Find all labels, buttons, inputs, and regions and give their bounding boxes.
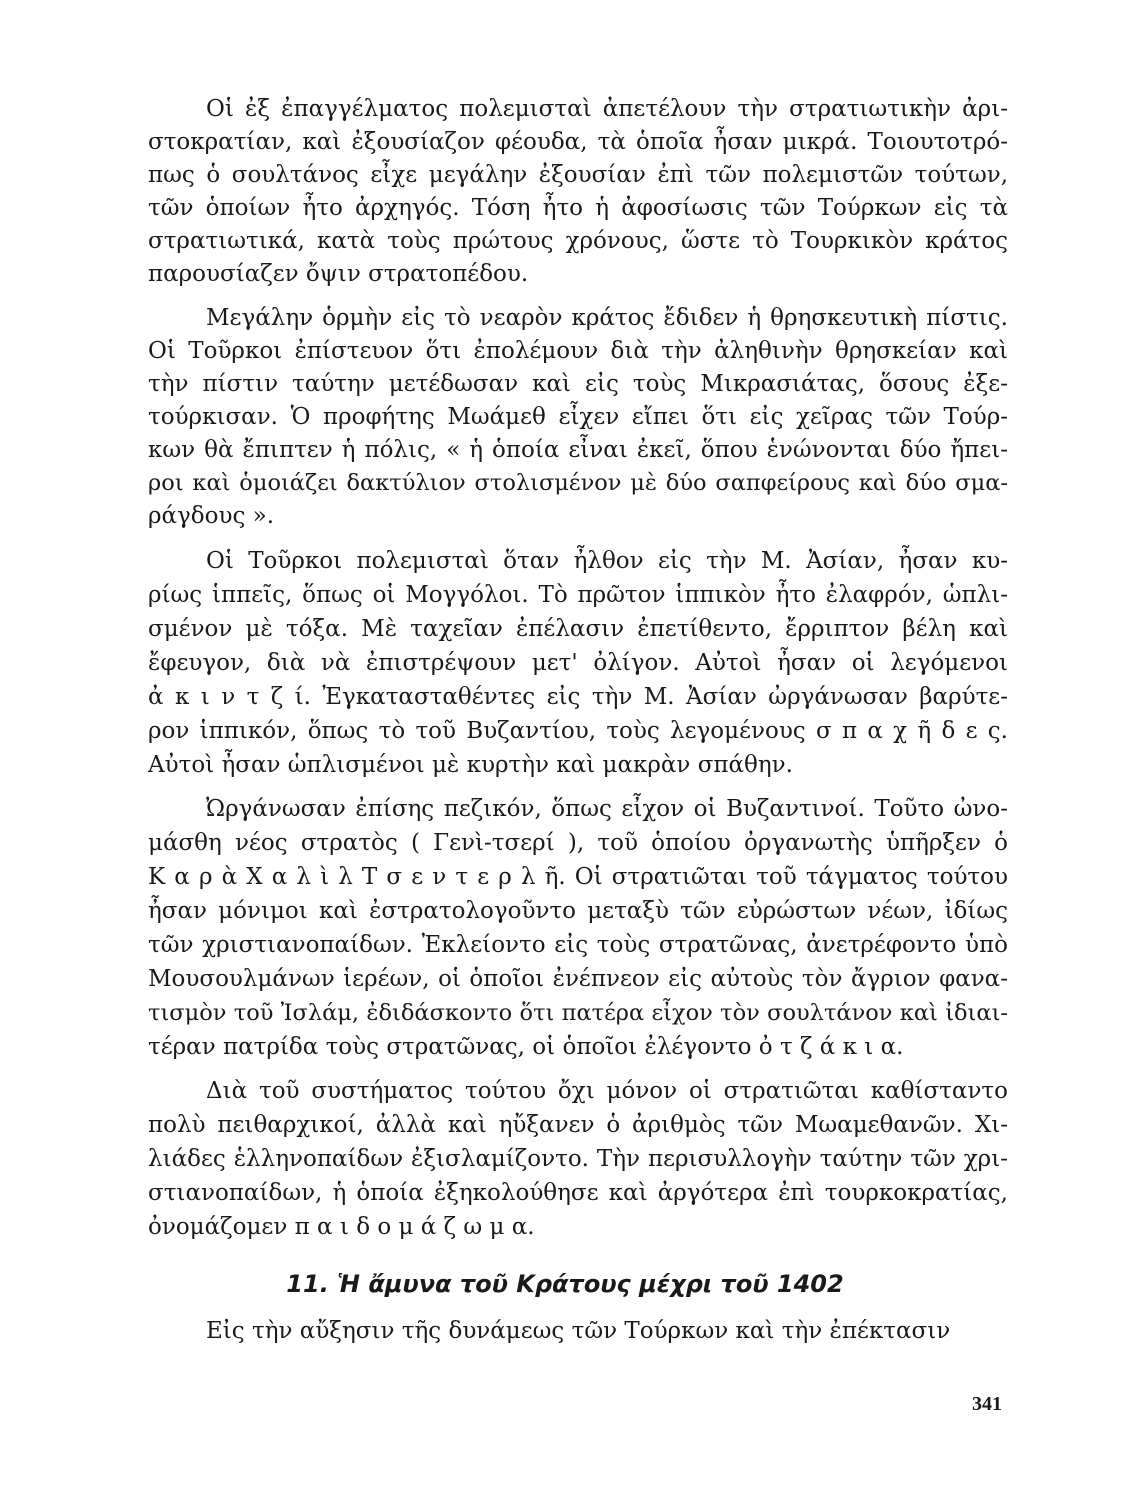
text-line: ὀνομάζομεν π α ι δ ο μ ά ζ ω μ α. xyxy=(148,1214,535,1240)
text-line: παρουσίαζεν ὄψιν στρατοπέδου. xyxy=(148,261,529,287)
text-line: τέραν πατρίδα τοὺς στρατῶνας, οἱ ὁποῖοι ἐλέγοντο ὀ τ ζ ά κ ι α. xyxy=(148,1034,904,1060)
text-line: ἔφευγον, διὰ νὰ ἐπιστρέψουν μετ' ὀλίγον. Αὐτοὶ ἦσαν οἱ λεγόμενοι xyxy=(148,650,1008,676)
text-line: μάσθη νέος στρατὸς ( Γενὶ-τσερί ), τοῦ ὁποίου ὀργανωτὴς ὑπῆρξεν ὁ xyxy=(148,830,1008,856)
text-line: λιάδες ἑλληνοπαίδων ἐξισλαμίζοντο. Τὴν περισυλλογὴν ταύτην τῶν χρι- xyxy=(148,1146,1008,1172)
text-line: Μουσουλμάνων ἱερέων, οἱ ὁποῖοι ἐνέπνεον εἰς αὐτοὺς τὸν ἄγριον φανα- xyxy=(148,966,1008,992)
text-line: κων θὰ ἔπιπτεν ἡ πόλις, « ἡ ὁποία εἶναι ἐκεῖ, ὅπου ἑνώνονται δύο ἤπει- xyxy=(148,437,1008,463)
text-line: Οἱ Τοῦρκοι ἐπίστευον ὅτι ἐπολέμουν διὰ τὴν ἀληθινὴν θρησκείαν καὶ xyxy=(148,338,1008,364)
text-line: Αὐτοὶ ἦσαν ὡπλισμένοι μὲ κυρτὴν καὶ μακρὰν σπάθην. xyxy=(148,752,793,778)
text-line: ράγδους ». xyxy=(148,503,275,529)
text-line: σμένον μὲ τόξα. Μὲ ταχεῖαν ἐπέλασιν ἐπετίθεντο, ἔρριπτον βέλη καὶ xyxy=(148,616,1008,642)
text-line: τὴν πίστιν ταύτην μετέδωσαν καὶ εἰς τοὺς Μικρασιάτας, ὅσους ἐξε- xyxy=(148,371,1008,397)
text-line: ἀ κ ι ν τ ζ ί. Ἐγκατασταθέντες εἰς τὴν Μ. Ἀσίαν ὠργάνωσαν βαρύτε- xyxy=(148,684,1008,710)
text-line: ρον ἱππικόν, ὅπως τὸ τοῦ Βυζαντίου, τοὺς λεγομένους σ π α χ ῆ δ ε ς. xyxy=(148,718,1008,744)
text-line: πως ὁ σουλτάνος εἶχε μεγάλην ἐξουσίαν ἐπὶ τῶν πολεμιστῶν τούτων, xyxy=(148,162,1008,188)
text-line: Εἰς τὴν αὔξησιν τῆς δυνάμεως τῶν Τούρκων καὶ τὴν ἐπέκτασιν xyxy=(206,1318,951,1344)
page-number: 341 xyxy=(972,1393,1002,1415)
text-line: ροι καὶ ὁμοιάζει δακτύλιον στολισμένον μὲ δύο σαπφείρους καὶ δύο σμα- xyxy=(148,470,1008,496)
text-line: τούρκισαν. Ὁ προφήτης Μωάμεθ εἶχεν εἴπει ὅτι εἰς χεῖρας τῶν Τούρ- xyxy=(148,404,1008,430)
text-line: στιανοπαίδων, ἡ ὁποία ἐξηκολούθησε καὶ ἀργότερα ἐπὶ τουρκοκρατίας, xyxy=(148,1180,1008,1206)
text-line: Κ α ρ ὰ Χ α λ ὶ λ Τ σ ε ν τ ε ρ λ ῆ. Οἱ στρατιῶται τοῦ τάγματος τούτου xyxy=(148,864,1008,890)
section-heading: 11. Ἡ ἄμυνα τοῦ Κράτους μέχρι τοῦ 1402 xyxy=(286,1270,844,1298)
text-line: τισμὸν τοῦ Ἰσλάμ, ἐδιδάσκοντο ὅτι πατέρα εἶχον τὸν σουλτάνον καὶ ἰδιαι- xyxy=(148,1000,1008,1026)
text-line: Οἱ Τοῦρκοι πολεμισταὶ ὅταν ἦλθον εἰς τὴν Μ. Ἀσίαν, ἦσαν κυ- xyxy=(206,548,1008,574)
text-line: Οἱ ἐξ ἐπαγγέλματος πολεμισταὶ ἀπετέλουν τὴν στρατιωτικὴν ἀρι- xyxy=(206,96,1008,122)
text-line: τῶν ὁποίων ἦτο ἀρχηγός. Τόση ἦτο ἡ ἀφοσίωσις τῶν Τούρκων εἰς τὰ xyxy=(148,195,1008,221)
text-line: τῶν χριστιανοπαίδων. Ἐκλείοντο εἰς τοὺς στρατῶνας, ἀνετρέφοντο ὑπὸ xyxy=(148,932,1008,958)
text-line: στοκρατίαν, καὶ ἐξουσίαζον φέουδα, τὰ ὁποῖα ἦσαν μικρά. Τοιουτοτρό- xyxy=(148,129,1008,155)
text-line: ἦσαν μόνιμοι καὶ ἐστρατολογοῦντο μεταξὺ τῶν εὐρώστων νέων, ἰδίως xyxy=(148,898,1008,924)
text-line: Ὠργάνωσαν ἐπίσης πεζικόν, ὅπως εἶχον οἱ Βυζαντινοί. Τοῦτο ὠνο- xyxy=(206,796,1008,822)
text-line: πολὺ πειθαρχικοί, ἀλλὰ καὶ ηὔξανεν ὁ ἀριθμὸς τῶν Μωαμεθανῶν. Χι- xyxy=(148,1112,1008,1138)
text-line: στρατιωτικά, κατὰ τοὺς πρώτους χρόνους, ὥστε τὸ Τουρκικὸν κράτος xyxy=(148,228,1008,254)
text-line: ρίως ἱππεῖς, ὅπως οἱ Μογγόλοι. Τὸ πρῶτον ἱππικὸν ἦτο ἐλαφρόν, ὡπλι- xyxy=(148,582,1008,608)
text-line: Μεγάλην ὁρμὴν εἰς τὸ νεαρὸν κράτος ἔδιδεν ἡ θρησκευτικὴ πίστις. xyxy=(206,305,1008,331)
text-line: Διὰ τοῦ συστήματος τούτου ὄχι μόνον οἱ στρατιῶται καθίσταντο xyxy=(206,1078,1008,1104)
